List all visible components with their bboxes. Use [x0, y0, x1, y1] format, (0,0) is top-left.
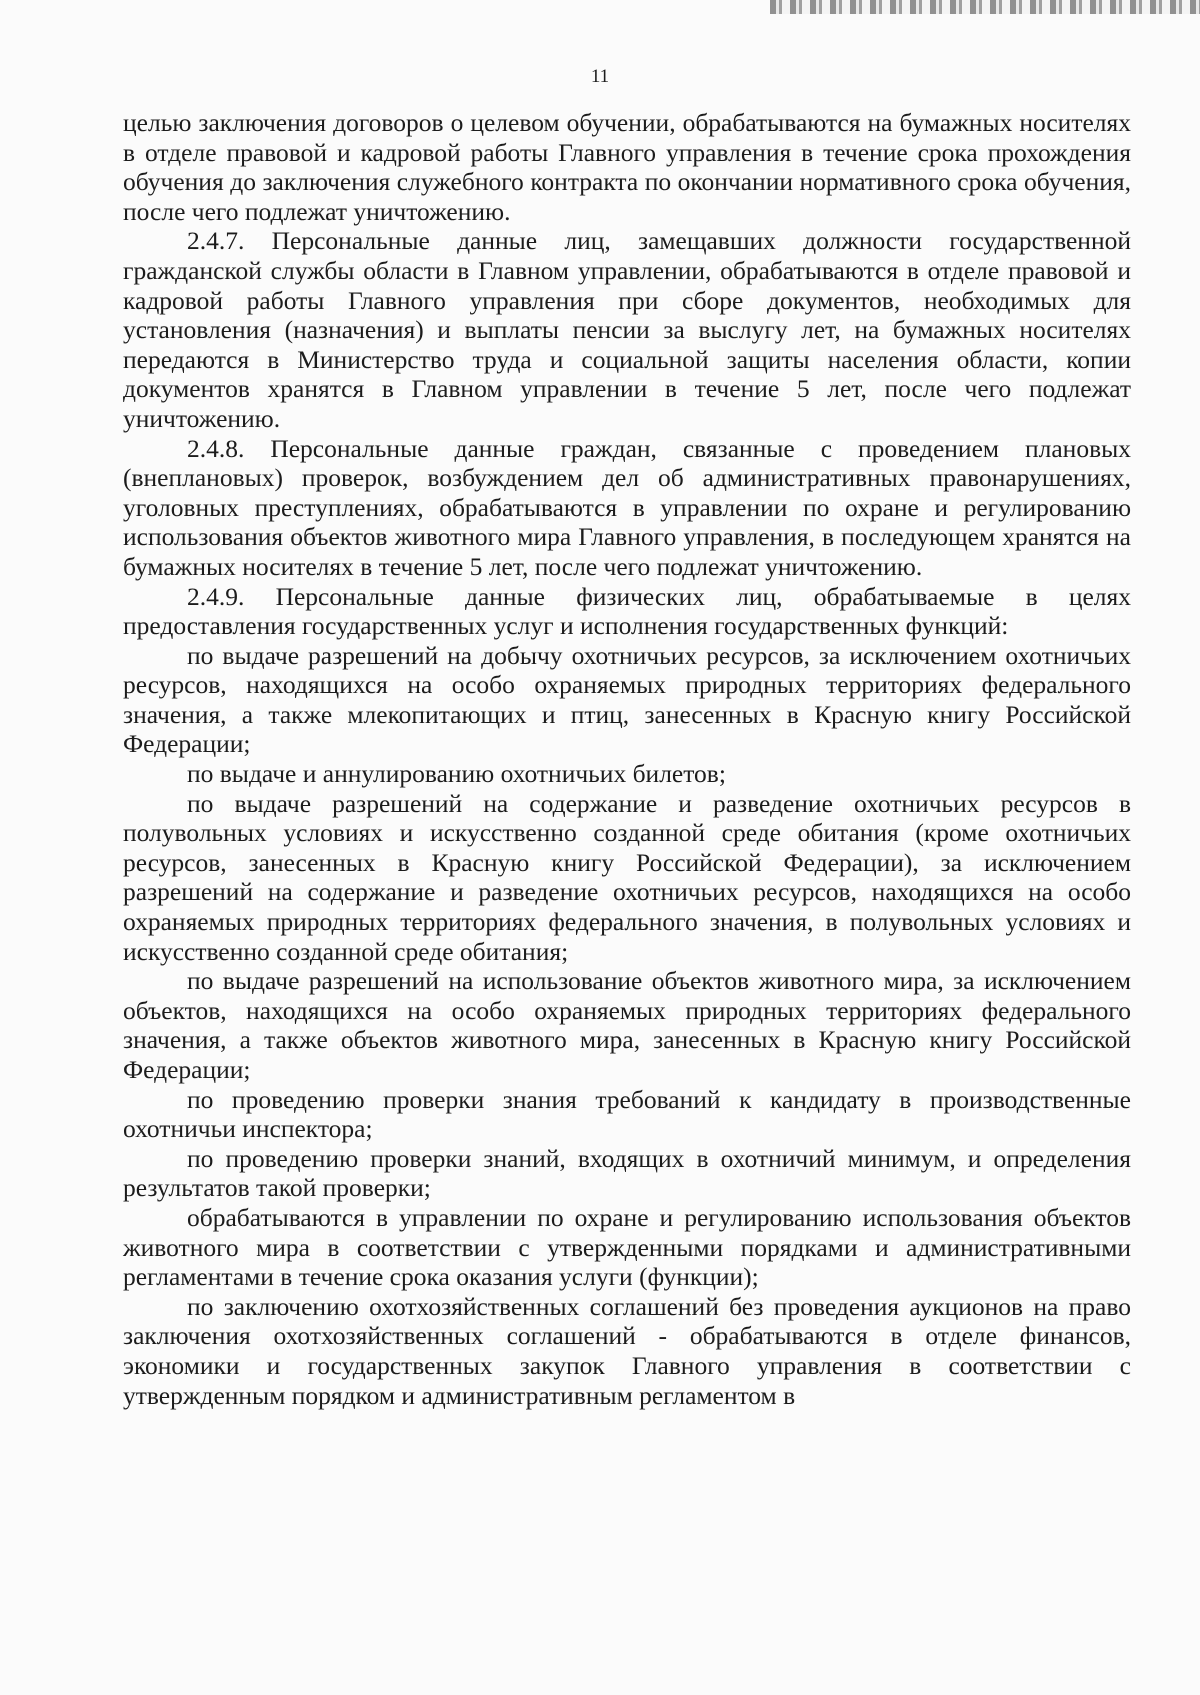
document-body [123, 108, 1131, 1410]
list-item: по выдаче разрешений на добычу охотничьих ресурсов, за исключением охотничьих ресурсов, находящихся на особо охраняемых природных территориях федерального значения, а также млекопитающих и птиц, занесенных в Красную книгу Российской Федерации; [123, 640, 1131, 759]
paragraph-2-4-7: 2.4.7. Персональные данные лиц, замещавших должности государственной гражданской службы области в Главном управлении, обрабатываются в отделе правовой и кадровой работы Главного управления при сборе документов, необходимых для установления (назначения) и выплаты пенсии за выслугу лет, на бумажных носителях передаются в Министерство труда и социальной защиты населения области, копии документов хранятся в Главном управлении в течение 5 лет, после чего подлежат уничтожению. [123, 226, 1131, 433]
list-item: по выдаче разрешений на содержание и разведение охотничьих ресурсов в полувольных условиях и искусственно созданной среде обитания (кроме охотничьих ресурсов, занесенных в Красную книгу Российской Федерации), за исключением разрешений на содержание и разведение охотничьих ресурсов, находящихся на особо охраняемых природных территориях федерального значения, в полувольных условиях и искусственно созданной среде обитания; [123, 788, 1131, 966]
list-item: по проведению проверки знания требований к кандидату в производственные охотничьи инспектора; [123, 1084, 1131, 1144]
page-number: 11 [590, 66, 610, 87]
paragraph-2-4-9: 2.4.9. Персональные данные физических лиц, обрабатываемые в целях предоставления государственных услуг и исполнения государственных функций: [123, 581, 1131, 641]
list-item: по заключению охотхозяйственных соглашений без проведения аукционов на право заключения охотхозяйственных соглашений - обрабатываются в отделе финансов, экономики и государственных закупок Главного управления в соответствии с утвержденным порядком и административным регламентом в [123, 1291, 1131, 1410]
list-item: по проведению проверки знаний, входящих в охотничий минимум, и определения результатов такой проверки; [123, 1143, 1131, 1203]
paragraph: целью заключения договоров о целевом обучении, обрабатываются на бумажных носителях в отделе правовой и кадровой работы Главного управления в течение срока прохождения обучения до заключения служебного контракта по окончании нормативного срока обучения, после чего подлежат уничтожению. [123, 108, 1131, 226]
paragraph: обрабатываются в управлении по охране и регулированию использования объектов животного мира в соответствии с утвержденными порядками и административными регламентами в течение срока оказания услуги (функции); [123, 1202, 1131, 1292]
list-item: по выдаче разрешений на использование объектов животного мира, за исключением объектов, находящихся на особо охраняемых природных территориях федерального значения, а также объектов животного мира, занесенных в Красную книгу Российской Федерации; [123, 966, 1131, 1084]
paragraph-2-4-8: 2.4.8. Персональные данные граждан, связанные с проведением плановых (внеплановых) проверок, возбуждением дел об административных правонарушениях, уголовных преступлениях, обрабатываются в управлении по охране и регулированию использования объектов животного мира Главного управления, в последующем хранятся на бумажных носителях в течение 5 лет, после чего подлежат уничтожению. [123, 433, 1131, 581]
list-item: по выдаче и аннулированию охотничьих билетов; [187, 759, 726, 789]
scan-artifact [770, 0, 1200, 14]
